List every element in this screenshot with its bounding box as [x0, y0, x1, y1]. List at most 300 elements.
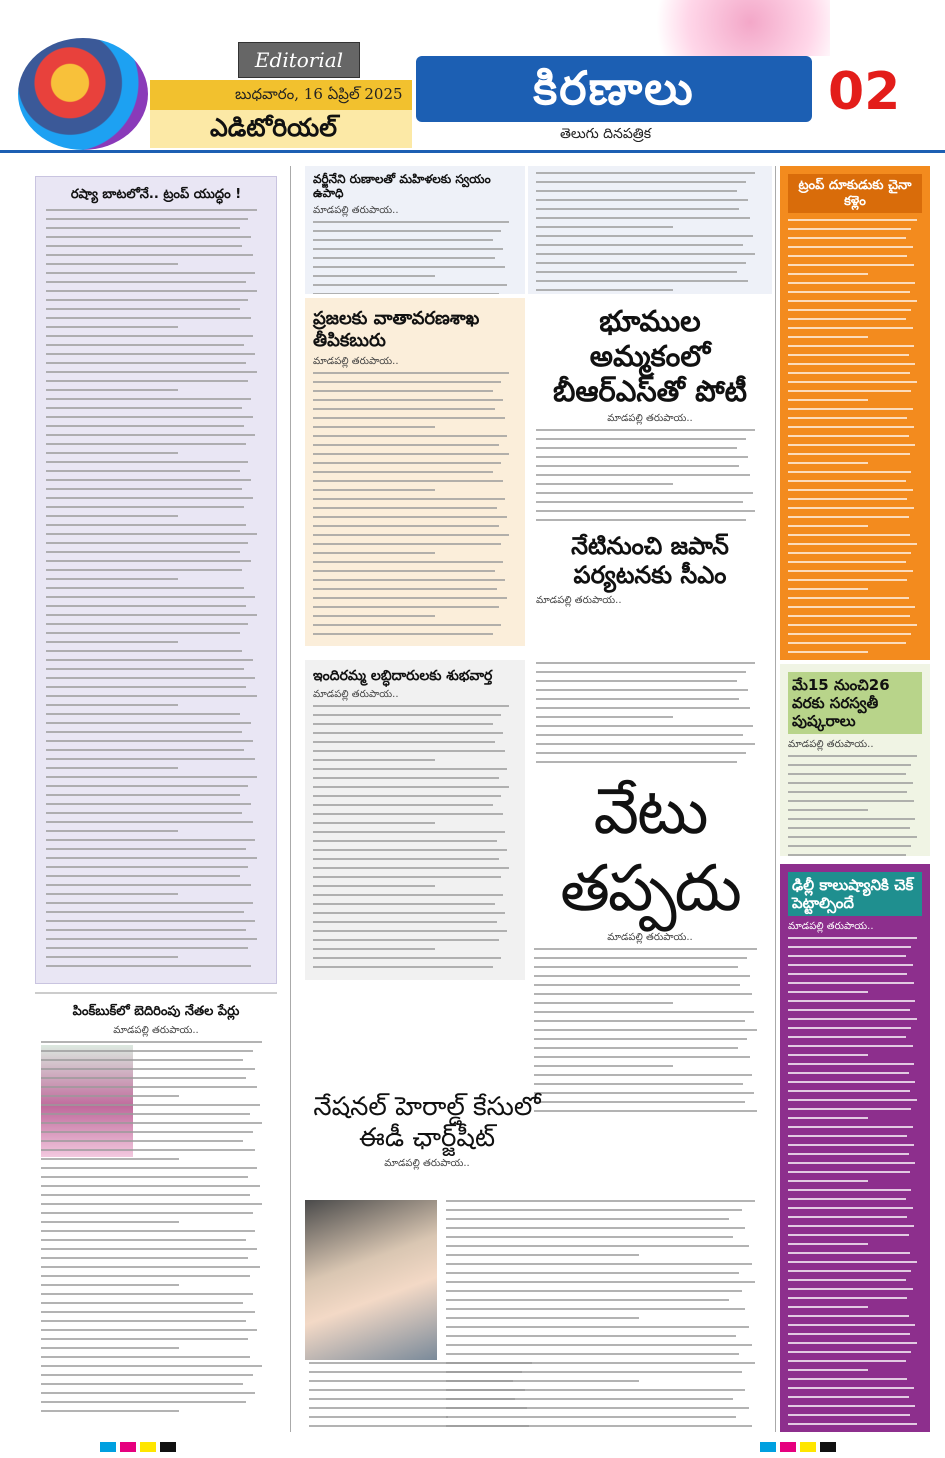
text-line — [788, 818, 915, 820]
newspaper-tagline: తెలుగు దినపత్రిక — [560, 126, 652, 142]
text-line — [788, 1207, 913, 1209]
text-line — [788, 1405, 915, 1407]
text-line — [313, 777, 499, 779]
text-line — [446, 1299, 729, 1301]
article-byline: మాడపల్లి తరుపాయ.. — [607, 413, 693, 425]
section-title: ఎడిటోరియల్ — [150, 110, 412, 148]
text-line — [788, 282, 915, 284]
article-body — [41, 1041, 271, 1412]
text-line — [313, 957, 501, 959]
text-line — [536, 510, 755, 512]
text-line — [46, 794, 240, 796]
text-line — [46, 659, 253, 661]
text-line — [41, 1311, 255, 1313]
text-line — [46, 596, 255, 598]
text-line — [788, 1414, 910, 1416]
text-line — [41, 1329, 257, 1331]
text-line — [313, 939, 499, 941]
text-line — [788, 354, 909, 356]
text-line — [788, 1234, 909, 1236]
text-line — [46, 605, 246, 607]
text-line — [788, 1333, 910, 1335]
text-line — [46, 317, 251, 319]
text-line — [46, 704, 178, 706]
text-line — [788, 982, 914, 984]
text-line — [46, 479, 251, 481]
text-line — [788, 291, 910, 293]
text-line — [788, 1009, 910, 1011]
text-line — [46, 407, 242, 409]
text-line — [536, 226, 673, 228]
text-line — [534, 1011, 754, 1013]
text-line — [788, 1270, 911, 1272]
text-line — [46, 803, 251, 805]
article-body — [788, 937, 922, 1432]
text-line — [536, 217, 750, 219]
text-line — [41, 1221, 179, 1223]
article-body — [534, 948, 766, 1114]
text-line — [788, 1090, 910, 1092]
article-byline: మాడపల్లి తరుపాయ.. — [384, 1158, 470, 1170]
text-line — [788, 1369, 868, 1371]
social-media-icons-graphic — [18, 38, 148, 150]
text-line — [788, 426, 914, 428]
text-line — [788, 1351, 911, 1353]
article-delhi-pollution — [780, 864, 930, 1432]
text-line — [788, 791, 907, 793]
article-pinkbook — [35, 992, 277, 1432]
text-line — [788, 1072, 909, 1074]
text-line — [313, 498, 505, 500]
text-line — [46, 335, 253, 337]
text-line — [41, 1104, 260, 1106]
text-line — [534, 1110, 757, 1112]
text-line — [41, 1347, 179, 1349]
text-line — [536, 208, 739, 210]
text-line — [46, 272, 255, 274]
print-registration-mark — [780, 1442, 796, 1452]
text-line — [446, 1200, 755, 1202]
text-line — [788, 651, 868, 653]
text-line — [788, 827, 910, 829]
text-line — [536, 743, 755, 745]
text-line — [788, 809, 868, 811]
article-headline: వర్జీనేని రుణాలతో మహిళలకు స్వయం ఉపాధి — [313, 172, 491, 201]
text-line — [788, 1243, 868, 1245]
text-line — [788, 633, 911, 635]
column-separator — [290, 166, 291, 1432]
text-line — [313, 723, 493, 725]
text-line — [41, 1302, 243, 1304]
text-line — [788, 336, 868, 338]
text-line — [46, 281, 246, 283]
newspaper-logo: కిరణాలు — [416, 56, 812, 122]
text-line — [446, 1209, 742, 1211]
text-line — [788, 1378, 907, 1380]
text-line — [788, 1297, 907, 1299]
edition-date: బుధవారం, 16 ఏప్రిల్ 2025 — [150, 80, 412, 110]
text-line — [788, 525, 868, 527]
text-line — [788, 764, 911, 766]
text-line — [534, 1002, 673, 1004]
text-line — [313, 239, 493, 241]
text-line — [46, 920, 255, 922]
text-line — [46, 785, 248, 787]
text-line — [313, 948, 435, 950]
text-line — [313, 390, 493, 392]
text-line — [536, 244, 743, 246]
text-line — [788, 1045, 913, 1047]
text-line — [788, 1135, 907, 1137]
text-line — [313, 525, 499, 527]
text-line — [309, 1425, 529, 1427]
text-line — [534, 1047, 738, 1049]
text-line — [788, 1423, 917, 1425]
text-line — [313, 543, 501, 545]
text-line — [446, 1254, 639, 1256]
text-line — [446, 1281, 755, 1283]
text-line — [313, 408, 495, 410]
text-line — [536, 680, 737, 682]
text-line — [313, 248, 503, 250]
text-line — [788, 1306, 868, 1308]
text-line — [313, 266, 505, 268]
text-line — [313, 606, 499, 608]
text-line — [534, 966, 738, 968]
text-line — [309, 1389, 525, 1391]
text-line — [536, 483, 673, 485]
text-line — [536, 199, 748, 201]
text-line — [313, 230, 501, 232]
article-body — [46, 209, 266, 967]
text-line — [313, 903, 495, 905]
text-line — [41, 1374, 253, 1376]
text-line — [788, 1036, 906, 1038]
article-byline: మాడపల్లి తరుపాయ.. — [788, 739, 874, 750]
text-line — [46, 578, 178, 580]
text-line — [313, 257, 495, 259]
text-line — [788, 1216, 907, 1218]
text-line — [446, 1218, 729, 1220]
text-line — [46, 560, 251, 562]
text-line — [313, 705, 509, 707]
text-line — [313, 570, 495, 572]
text-line — [46, 533, 257, 535]
text-line — [536, 289, 673, 291]
text-line — [313, 876, 501, 878]
text-line — [446, 1272, 739, 1274]
text-line — [788, 955, 906, 957]
text-line — [536, 181, 746, 183]
text-line — [41, 1185, 260, 1187]
text-line — [46, 416, 253, 418]
text-line — [46, 290, 257, 292]
text-line — [313, 597, 507, 599]
text-line — [788, 1144, 914, 1146]
article-women-loans — [305, 166, 525, 294]
text-line — [536, 698, 739, 700]
text-line — [46, 749, 244, 751]
text-line — [41, 1230, 255, 1232]
editorial-label: Editorial — [238, 42, 360, 78]
text-line — [536, 456, 748, 458]
text-line — [46, 956, 178, 958]
text-line — [46, 893, 178, 895]
text-line — [41, 1356, 250, 1358]
text-line — [41, 1320, 246, 1322]
text-line — [46, 884, 251, 886]
article-body — [309, 1362, 541, 1427]
text-line — [788, 1099, 917, 1101]
text-line — [313, 588, 497, 590]
text-line — [46, 740, 253, 742]
text-line — [536, 429, 755, 431]
text-line — [788, 1018, 917, 1020]
text-line — [313, 840, 497, 842]
text-line — [788, 579, 907, 581]
text-line — [534, 1092, 754, 1094]
text-line — [46, 389, 178, 391]
text-line — [41, 1086, 257, 1088]
text-line — [313, 453, 509, 455]
article-herald-body-lower — [305, 1362, 545, 1432]
text-line — [46, 569, 242, 571]
text-line — [788, 381, 917, 383]
text-line — [313, 480, 503, 482]
text-line — [788, 489, 913, 491]
text-line — [788, 1387, 914, 1389]
article-byline: మాడపల్లి తరుపాయ.. — [607, 931, 693, 943]
text-line — [788, 1189, 911, 1191]
text-line — [788, 435, 909, 437]
text-line — [534, 1056, 750, 1058]
article-byline: మాడపల్లి తరుపాయ.. — [788, 921, 874, 932]
text-line — [46, 866, 248, 868]
text-line — [313, 372, 509, 374]
article-vetu-tappadu — [528, 774, 772, 1114]
text-line — [534, 1083, 743, 1085]
article-headline: పింక్‌బుక్‌లో బెదిరింపు నేతల పేర్లు — [72, 1004, 240, 1019]
print-registration-mark — [820, 1442, 836, 1452]
text-line — [313, 741, 495, 743]
text-line — [309, 1398, 515, 1400]
text-line — [536, 716, 673, 718]
article-body — [536, 662, 764, 763]
text-line — [46, 668, 244, 670]
text-line — [41, 1077, 246, 1079]
text-line — [41, 1158, 179, 1160]
text-line — [313, 867, 509, 869]
text-line — [536, 689, 748, 691]
text-line — [788, 597, 909, 599]
text-line — [46, 947, 248, 949]
text-line — [46, 371, 257, 373]
text-line — [536, 280, 748, 282]
text-line — [788, 273, 868, 275]
text-line — [788, 642, 906, 644]
text-line — [788, 1063, 914, 1065]
text-line — [788, 1288, 913, 1290]
text-line — [788, 1198, 906, 1200]
article-body — [313, 705, 517, 968]
text-line — [788, 570, 913, 572]
text-line — [446, 1263, 752, 1265]
text-line — [309, 1380, 513, 1382]
text-line — [41, 1041, 262, 1043]
text-line — [788, 228, 911, 230]
text-line — [446, 1290, 742, 1292]
text-line — [46, 830, 178, 832]
text-line — [313, 471, 493, 473]
text-line — [446, 1308, 745, 1310]
article-body — [313, 221, 517, 294]
text-line — [788, 372, 910, 374]
text-line — [534, 1065, 673, 1067]
text-line — [313, 921, 497, 923]
print-registration-mark — [760, 1442, 776, 1452]
text-line — [46, 632, 240, 634]
text-line — [313, 462, 501, 464]
article-headline: మే15 నుంచి26 వరకు సరస్వతీ పుష్కరాలు — [788, 672, 922, 734]
text-line — [309, 1416, 448, 1418]
text-line — [46, 353, 255, 355]
text-line — [41, 1266, 260, 1268]
text-line — [313, 714, 501, 716]
text-line — [46, 326, 178, 328]
text-line — [446, 1353, 739, 1355]
text-line — [46, 245, 242, 247]
text-line — [46, 443, 246, 445]
text-line — [46, 839, 255, 841]
article-body — [536, 172, 764, 291]
text-line — [313, 822, 435, 824]
text-line — [46, 938, 257, 940]
text-line — [536, 725, 753, 727]
text-line — [313, 221, 509, 223]
text-line — [788, 318, 906, 320]
text-line — [536, 447, 737, 449]
text-line — [46, 875, 240, 877]
page-number: 02 — [828, 62, 901, 122]
text-line — [41, 1149, 255, 1151]
text-line — [46, 767, 178, 769]
text-line — [788, 399, 868, 401]
text-line — [788, 854, 906, 856]
text-line — [313, 534, 509, 536]
text-line — [313, 786, 509, 788]
text-line — [536, 465, 739, 467]
text-line — [536, 671, 746, 673]
article-body — [313, 372, 517, 635]
text-line — [46, 848, 246, 850]
text-line — [788, 534, 910, 536]
text-line — [446, 1236, 733, 1238]
text-line — [313, 624, 501, 626]
text-line — [536, 734, 743, 736]
text-line — [788, 1225, 914, 1227]
text-line — [788, 845, 911, 847]
text-line — [41, 1212, 253, 1214]
article-headline: ఇందిరమ్మ లబ్ధిదారులకు శుభవార్త — [313, 668, 493, 684]
text-line — [788, 345, 914, 347]
text-line — [46, 587, 244, 589]
text-line — [534, 975, 750, 977]
text-line — [313, 831, 505, 833]
text-line — [46, 425, 244, 427]
article-russia-trump — [35, 176, 277, 984]
article-headline: భూముల అమ్మకంలో బీఆర్‌ఎస్‌తో పోటీ — [553, 304, 747, 408]
text-line — [788, 300, 917, 302]
article-national-herald — [305, 1090, 549, 1200]
article-body — [536, 429, 764, 524]
text-line — [788, 946, 911, 948]
print-registration-mark — [100, 1442, 116, 1452]
text-line — [446, 1344, 752, 1346]
text-line — [788, 246, 913, 248]
text-line — [46, 641, 178, 643]
text-line — [41, 1257, 248, 1259]
text-line — [46, 623, 248, 625]
text-line — [46, 254, 253, 256]
print-registration-mark — [160, 1442, 176, 1452]
text-line — [46, 461, 248, 463]
text-line — [313, 293, 499, 294]
article-weather — [305, 298, 525, 646]
text-line — [313, 930, 507, 932]
text-line — [46, 614, 257, 616]
text-line — [46, 227, 240, 229]
text-line — [788, 1171, 910, 1173]
article-headline: రష్యా బాటలోనే.. ట్రంప్ యుద్ధం ! — [70, 187, 242, 202]
text-line — [788, 973, 907, 975]
text-line — [313, 417, 505, 419]
text-line — [313, 284, 507, 286]
text-line — [788, 624, 917, 626]
text-line — [41, 1095, 179, 1097]
text-line — [788, 1396, 909, 1398]
text-line — [788, 800, 914, 802]
article-byline: మాడపల్లి తరుపాయ.. — [313, 688, 399, 700]
text-line — [46, 470, 240, 472]
text-line — [46, 965, 251, 967]
text-line — [41, 1059, 243, 1061]
text-line — [788, 417, 907, 419]
text-line — [788, 606, 915, 608]
decorative-flower-graphic — [630, 0, 830, 56]
article-japan-body — [528, 660, 772, 772]
text-line — [788, 363, 915, 365]
text-line — [309, 1362, 532, 1364]
text-line — [536, 707, 750, 709]
article-photo — [305, 1200, 437, 1360]
text-line — [313, 381, 501, 383]
article-byline: మాడపల్లి తరుపాయ.. — [536, 594, 622, 606]
text-line — [536, 253, 755, 255]
text-line — [46, 650, 242, 652]
text-line — [46, 497, 253, 499]
text-line — [46, 551, 240, 553]
article-body — [788, 219, 922, 660]
text-line — [41, 1131, 253, 1133]
text-line — [309, 1371, 522, 1373]
text-line — [46, 713, 240, 715]
text-line — [788, 773, 906, 775]
text-line — [46, 929, 246, 931]
text-line — [313, 894, 503, 896]
article-byline: మాడపల్లి తరుపాయ.. — [313, 356, 399, 368]
text-line — [313, 885, 435, 887]
text-line — [788, 462, 868, 464]
